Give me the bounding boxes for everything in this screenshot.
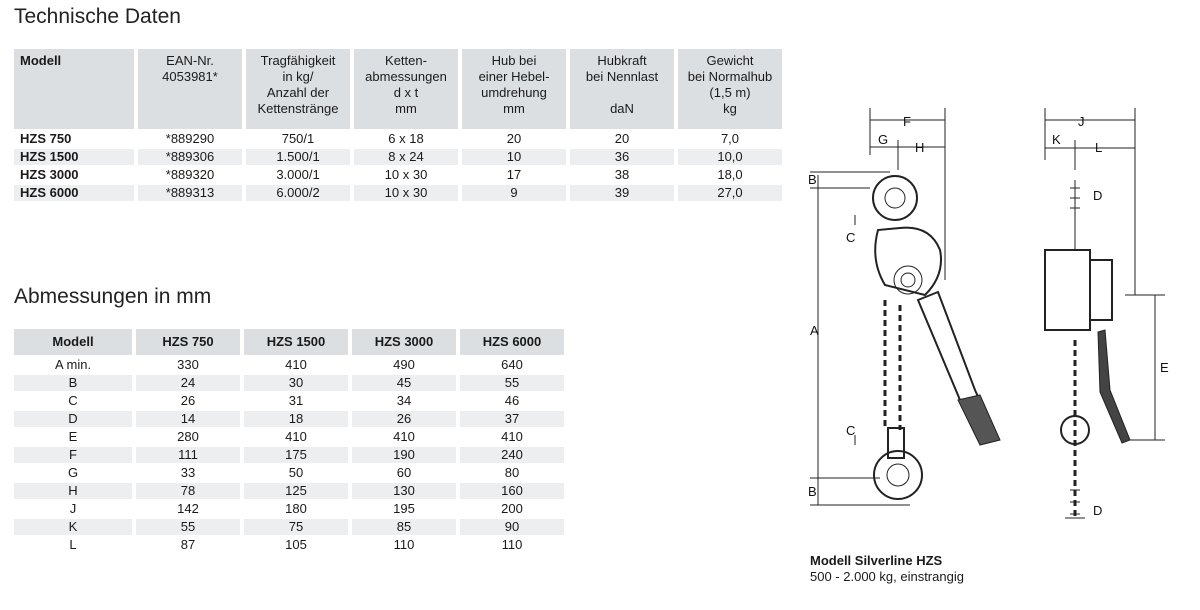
table-cell: 14 <box>136 411 240 427</box>
table-row <box>14 357 564 373</box>
table-cell: 78 <box>136 483 240 499</box>
table-cell: 46 <box>504 393 520 408</box>
dim-label-D-top: D <box>1093 188 1103 203</box>
dim-label-C-top: C <box>846 230 856 245</box>
dims-header-row <box>14 329 564 355</box>
table-cell: 17 <box>506 167 522 182</box>
table-row <box>14 537 564 553</box>
table-cell: 130 <box>352 483 456 499</box>
tech-header-3: Ketten- abmessungen d x t mm <box>354 49 458 129</box>
tech-data-table <box>10 47 786 203</box>
table-cell: H <box>14 483 132 499</box>
table-cell: HZS 750 <box>20 131 72 146</box>
table-cell: 8 x 24 <box>354 149 458 165</box>
dim-label-D-bottom: D <box>1093 503 1103 518</box>
table-cell: 38 <box>614 167 630 182</box>
dims-header-1: HZS 750 <box>136 329 240 355</box>
table-cell: 410 <box>285 357 307 372</box>
table-cell: 105 <box>285 537 307 552</box>
table-cell: 87 <box>180 537 196 552</box>
table-cell: 750/1 <box>281 131 315 146</box>
dim-label-F: F <box>903 114 911 129</box>
table-cell: 26 <box>180 393 196 408</box>
dim-label-H: H <box>915 140 925 155</box>
table-cell: L <box>69 537 77 552</box>
dims-header-4: HZS 6000 <box>460 329 564 355</box>
dim-label-L: L <box>1095 140 1103 155</box>
table-cell: 75 <box>244 519 348 535</box>
dim-label-B-bottom: B <box>808 484 817 499</box>
table-cell: 55 <box>460 375 564 391</box>
table-row <box>14 501 564 517</box>
table-cell: 20 <box>506 131 522 146</box>
table-cell: B <box>14 375 132 391</box>
table-cell: 37 <box>460 411 564 427</box>
table-cell: 180 <box>285 501 307 516</box>
table-cell: 10 <box>462 149 566 165</box>
table-cell: 18,0 <box>717 167 743 182</box>
table-cell: 640 <box>501 357 523 372</box>
tech-data-title: Technische Daten <box>14 5 181 28</box>
table-cell: *889313 <box>138 185 242 201</box>
dims-header-2: HZS 1500 <box>244 329 348 355</box>
table-cell: 6.000/2 <box>246 185 350 201</box>
tech-header-4: Hub bei einer Hebel- umdrehung mm <box>462 49 566 129</box>
table-cell: 45 <box>352 375 456 391</box>
table-cell: HZS 3000 <box>20 167 79 182</box>
table-cell: 410 <box>393 429 415 444</box>
dim-label-B-top: B <box>808 172 817 187</box>
dims-header-0: Modell <box>14 329 132 355</box>
table-cell: 125 <box>244 483 348 499</box>
table-cell: 111 <box>136 447 240 463</box>
table-cell: 110 <box>501 537 523 552</box>
dim-label-A: A <box>810 323 819 338</box>
tech-header-0: Modell <box>14 49 134 129</box>
dim-label-J: J <box>1078 114 1085 129</box>
table-cell: E <box>68 429 78 444</box>
table-cell: 175 <box>244 447 348 463</box>
table-cell: 24 <box>136 375 240 391</box>
drawing-caption-text: 500 - 2.000 kg, einstrangig <box>810 569 964 584</box>
table-cell: 490 <box>393 357 415 372</box>
table-cell: 410 <box>285 429 307 444</box>
table-row <box>14 393 564 409</box>
table-row <box>14 185 782 201</box>
table-cell: 280 <box>177 429 199 444</box>
table-cell: 39 <box>570 185 674 201</box>
table-cell: 110 <box>393 537 415 552</box>
table-cell: 60 <box>396 465 412 480</box>
dim-label-G: G <box>878 132 889 147</box>
table-cell: F <box>14 447 132 463</box>
lever-hoist-drawing <box>800 100 1200 540</box>
table-cell: 90 <box>460 519 564 535</box>
dims-header-3: HZS 3000 <box>352 329 456 355</box>
table-cell: 85 <box>352 519 456 535</box>
dim-label-K: K <box>1052 132 1061 147</box>
table-cell: D <box>14 411 132 427</box>
table-cell: 7,0 <box>720 131 740 146</box>
table-cell: 10,0 <box>678 149 782 165</box>
table-cell: 6 x 18 <box>388 131 424 146</box>
table-cell: HZS 6000 <box>14 185 134 201</box>
table-cell: 33 <box>180 465 196 480</box>
table-cell: 31 <box>288 393 304 408</box>
table-row <box>14 519 564 535</box>
table-row <box>14 411 564 427</box>
dim-label-C-bottom: C <box>846 423 856 438</box>
drawing-caption-title: Modell Silverline HZS <box>810 553 943 568</box>
table-cell: J <box>69 501 77 516</box>
table-cell: 30 <box>244 375 348 391</box>
table-cell: *889306 <box>138 149 242 165</box>
table-cell: 34 <box>396 393 412 408</box>
table-cell: 36 <box>570 149 674 165</box>
tech-header-2: Tragfähigkeit in kg/ Anzahl der Kettenstränge <box>246 49 350 129</box>
table-cell: 195 <box>393 501 415 516</box>
dim-label-E: E <box>1160 360 1169 375</box>
table-cell: HZS 1500 <box>14 149 134 165</box>
table-row <box>14 167 782 183</box>
table-row <box>14 375 564 391</box>
table-cell: 10 x 30 <box>384 167 428 182</box>
table-row <box>14 465 564 481</box>
table-cell: 330 <box>177 357 199 372</box>
tech-header-row <box>14 49 782 129</box>
table-cell: 26 <box>352 411 456 427</box>
table-row <box>14 447 564 463</box>
table-cell: *889320 <box>165 167 215 182</box>
table-cell: C <box>68 393 78 408</box>
table-cell: 240 <box>460 447 564 463</box>
table-cell: 10 x 30 <box>354 185 458 201</box>
table-cell: K <box>14 519 132 535</box>
table-cell: G <box>67 465 79 480</box>
table-cell: 200 <box>501 501 523 516</box>
table-cell: 142 <box>177 501 199 516</box>
table-cell: 3.000/1 <box>276 167 320 182</box>
table-cell: 190 <box>352 447 456 463</box>
table-row <box>14 131 782 147</box>
table-cell: 55 <box>136 519 240 535</box>
table-cell: A min. <box>54 357 92 372</box>
table-cell: 27,0 <box>678 185 782 201</box>
table-cell: 160 <box>460 483 564 499</box>
table-cell: 20 <box>614 131 630 146</box>
table-cell: *889290 <box>165 131 215 146</box>
table-cell: 18 <box>244 411 348 427</box>
dims-table <box>10 327 568 555</box>
table-cell: 9 <box>462 185 566 201</box>
table-cell: 1.500/1 <box>246 149 350 165</box>
table-cell: 410 <box>501 429 523 444</box>
tech-header-1: EAN-Nr. 4053981* <box>138 49 242 129</box>
table-row <box>14 483 564 499</box>
table-row <box>14 149 782 165</box>
dims-title: Abmessungen in mm <box>14 285 212 308</box>
tech-header-6: Gewicht bei Normalhub (1,5 m) kg <box>678 49 782 129</box>
table-cell: 80 <box>504 465 520 480</box>
tech-header-5: Hubkraft bei Nennlast daN <box>570 49 674 129</box>
table-row <box>14 429 564 445</box>
table-cell: 50 <box>288 465 304 480</box>
